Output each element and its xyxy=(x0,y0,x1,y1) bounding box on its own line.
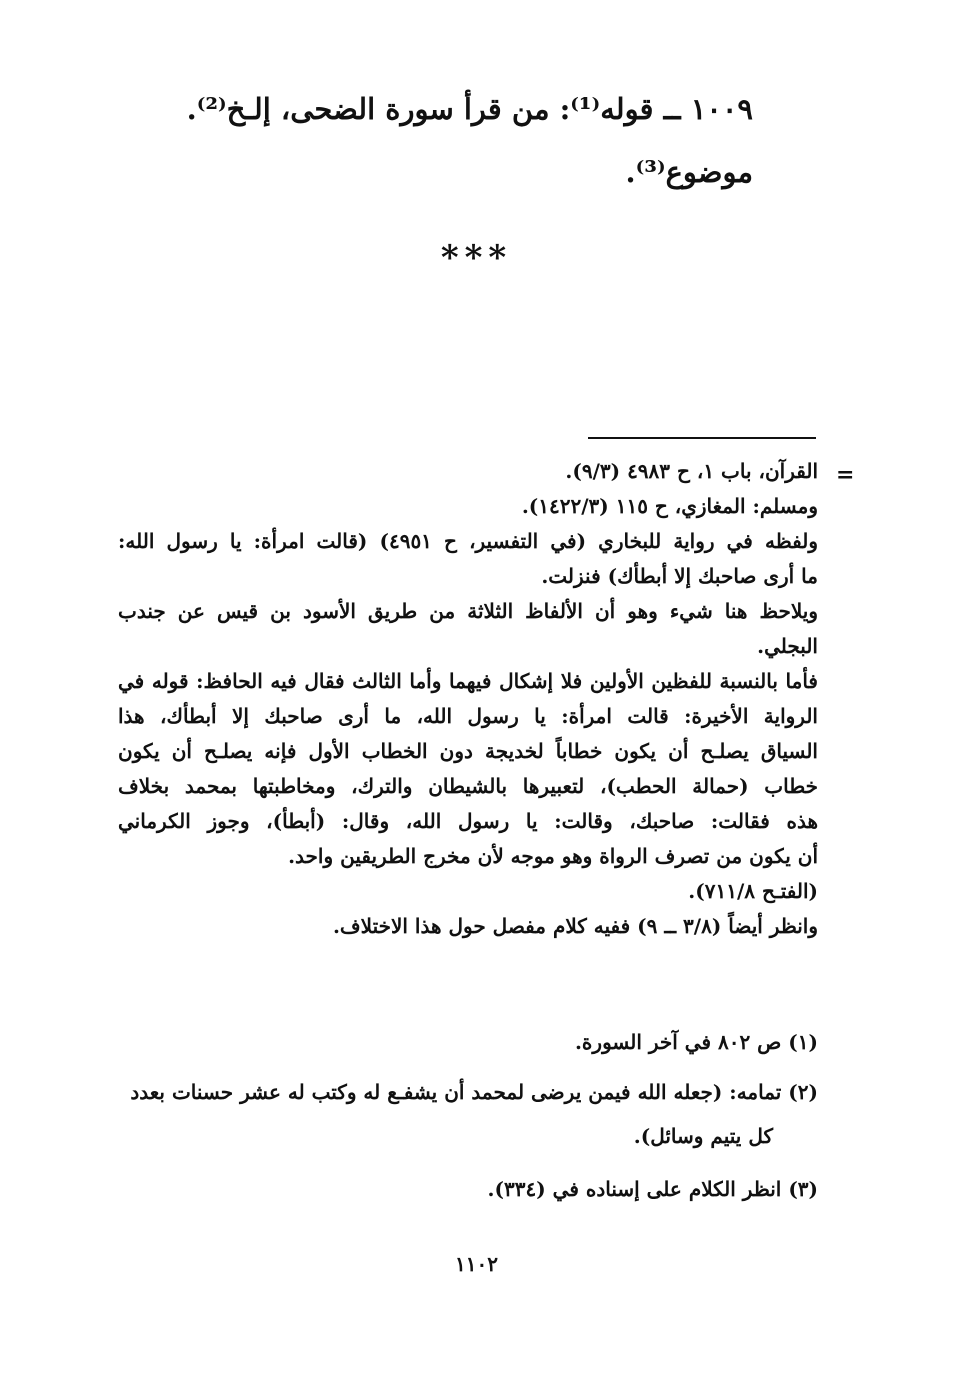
footnote-line: ومسلم: المغازي، ح ١١٥ (١٤٢٢/٣). xyxy=(521,494,818,518)
footnote-divider xyxy=(588,437,816,439)
footnote-line: القرآن، باب ١، ح ٤٩٨٣ (٩/٣). xyxy=(565,459,818,483)
footnote-1: (١) ص ٨٠٢ في آخر السورة. xyxy=(574,1030,818,1054)
hadith-heading-line: ١٠٠٩ ــ قوله⁽¹⁾: من قرأ سورة الضحى، إلـخ⁽²⁾. xyxy=(186,92,753,126)
footnote-line: (الفتـح ٧١١/٨). xyxy=(688,879,818,903)
footnote-line: الرواية الأخيرة: قالت امرأة: يا رسول الله، ما أرى صاحبك إلا أبطأك، هذا xyxy=(118,704,818,728)
footnote-line: وانظر أيضاً (٣/٨ ــ ٩) ففيه كلام مفصل حول هذا الاختلاف. xyxy=(332,914,818,938)
footnote-line: البجلي. xyxy=(757,634,818,658)
footnote-line: خطاب (حمالة الحطب)، لتعبيرها بالشيطان والترك، ومخاطبتها بمحمد بخلاف xyxy=(118,774,818,798)
footnote-2: (٢) تمامه: (جعله الله فيمن يرضى لمحمد أن يشفـع له وكتب له عشر حسنات بعدد xyxy=(130,1080,818,1104)
footnote-line: ولفظه في رواية للبخاري (في التفسير، ح ٤٩٥١) (قالت امرأة: يا رسول الله: xyxy=(118,529,818,553)
footnote-continuation-mark: = xyxy=(836,462,855,488)
page-number: ١١٠٢ xyxy=(455,1252,498,1276)
footnote-line: هذه فقالت: صاحبك، وقالت: يا رسول الله، وقال: (أبطأ)، وجوز الكرماني xyxy=(118,809,818,833)
footnote-line: السياق يصلـح أن يكون خطاباً لخديجة دون الخطاب الأول فإنه يصلـح أن يكون xyxy=(118,739,818,763)
footnote-continuation-block xyxy=(118,454,818,944)
section-separator: *** xyxy=(440,238,513,278)
footnote-3: (٣) انظر الكلام على إسناده في (٣٣٤). xyxy=(487,1177,818,1201)
footnote-line: فأما بالنسبة للفظين الأولين فلا إشكال فيهما وأما الثالث فقال فيه الحافظ: قوله في xyxy=(118,669,818,693)
footnote-line: ويلاحظ هنا شيء وهو أن الألفاظ الثلاثة من طريق الأسود بن قيس عن جندب xyxy=(118,599,818,623)
hadith-verdict-line: موضوع⁽³⁾. xyxy=(625,155,753,189)
footnote-2-continuation: كل يتيم وسائل). xyxy=(633,1124,773,1148)
footnote-line: ما أرى صاحبك إلا أبطأك) فنزلت. xyxy=(541,564,818,588)
footnote-line: أن يكون من تصرف الرواة وهو موجه لأن مخرج الطريقين واحد. xyxy=(288,844,818,868)
